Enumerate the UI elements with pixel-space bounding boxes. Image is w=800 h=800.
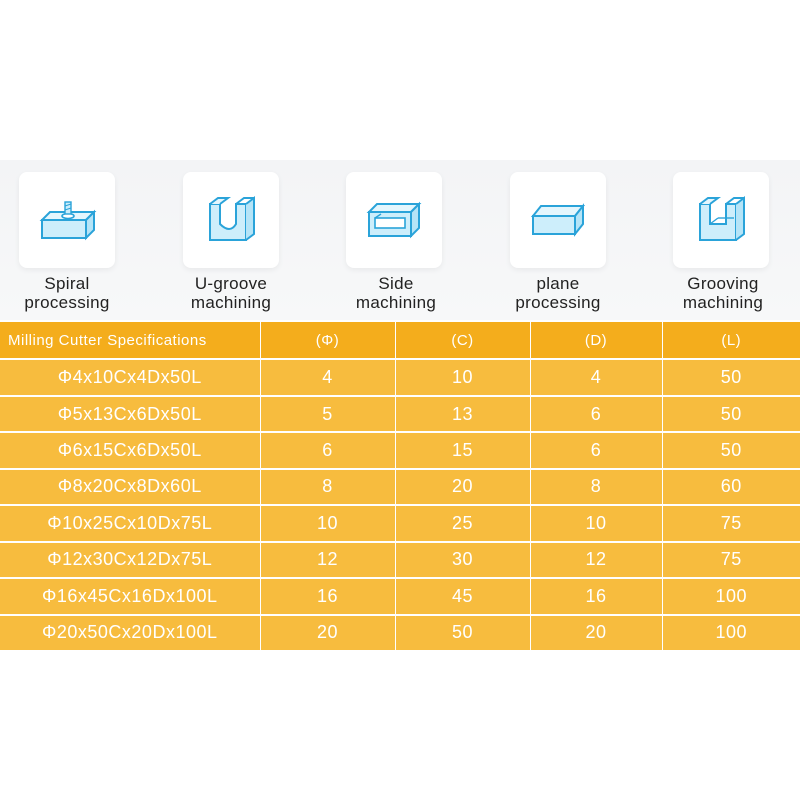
plane-processing-card bbox=[510, 172, 606, 268]
table-row bbox=[0, 432, 800, 468]
cell-spec: Φ5x13Cx6Dx50L bbox=[0, 396, 260, 432]
cell-spec: Φ20x50Cx20Dx100L bbox=[0, 615, 260, 651]
plane-block-icon bbox=[527, 194, 589, 246]
process-label-spiral: Spiral processing bbox=[24, 274, 110, 312]
cell-spec: Φ8x20Cx8Dx60L bbox=[0, 469, 260, 505]
cell-phi: 8 bbox=[260, 469, 395, 505]
cell-phi: 20 bbox=[260, 615, 395, 651]
cell-d: 4 bbox=[530, 359, 662, 395]
cell-l: 100 bbox=[662, 578, 800, 614]
u-groove-machining-card bbox=[183, 172, 279, 268]
table-row bbox=[0, 542, 800, 578]
header-c: (C) bbox=[395, 322, 530, 359]
cell-spec: Φ10x25Cx10Dx75L bbox=[0, 505, 260, 541]
cell-l: 75 bbox=[662, 505, 800, 541]
cell-c: 25 bbox=[395, 505, 530, 541]
cell-l: 50 bbox=[662, 396, 800, 432]
spiral-block-icon bbox=[36, 194, 98, 246]
cell-c: 50 bbox=[395, 615, 530, 651]
groove-block-icon bbox=[690, 194, 752, 246]
table-row bbox=[0, 505, 800, 541]
cell-spec: Φ12x30Cx12Dx75L bbox=[0, 542, 260, 578]
side-machining-card bbox=[346, 172, 442, 268]
process-label-u-groove: U-groove machining bbox=[190, 274, 272, 312]
header-spec: Milling Cutter Specifications bbox=[0, 322, 260, 359]
milling-cutter-spec-table bbox=[0, 322, 800, 652]
spiral-processing-card bbox=[19, 172, 115, 268]
table-row bbox=[0, 359, 800, 395]
cell-phi: 12 bbox=[260, 542, 395, 578]
cell-l: 50 bbox=[662, 359, 800, 395]
process-label-side: Side machining bbox=[355, 274, 437, 312]
cell-phi: 10 bbox=[260, 505, 395, 541]
cell-d: 20 bbox=[530, 615, 662, 651]
grooving-machining-card bbox=[673, 172, 769, 268]
header-l: (L) bbox=[662, 322, 800, 359]
cell-c: 45 bbox=[395, 578, 530, 614]
cell-l: 60 bbox=[662, 469, 800, 505]
cell-c: 20 bbox=[395, 469, 530, 505]
cell-phi: 6 bbox=[260, 432, 395, 468]
cell-phi: 5 bbox=[260, 396, 395, 432]
cell-l: 50 bbox=[662, 432, 800, 468]
cell-spec: Φ4x10Cx4Dx50L bbox=[0, 359, 260, 395]
table-header-row bbox=[0, 322, 800, 359]
process-icons-row bbox=[0, 172, 800, 317]
cell-d: 6 bbox=[530, 396, 662, 432]
cell-spec: Φ6x15Cx6Dx50L bbox=[0, 432, 260, 468]
header-phi: (Φ) bbox=[260, 322, 395, 359]
cell-d: 16 bbox=[530, 578, 662, 614]
cell-d: 6 bbox=[530, 432, 662, 468]
cell-phi: 4 bbox=[260, 359, 395, 395]
cell-c: 30 bbox=[395, 542, 530, 578]
header-d: (D) bbox=[530, 322, 662, 359]
cell-spec: Φ16x45Cx16Dx100L bbox=[0, 578, 260, 614]
cell-d: 10 bbox=[530, 505, 662, 541]
cell-d: 8 bbox=[530, 469, 662, 505]
cell-c: 13 bbox=[395, 396, 530, 432]
table-row bbox=[0, 396, 800, 432]
cell-d: 12 bbox=[530, 542, 662, 578]
side-slot-block-icon bbox=[363, 194, 425, 246]
table-row bbox=[0, 615, 800, 651]
cell-c: 15 bbox=[395, 432, 530, 468]
cell-c: 10 bbox=[395, 359, 530, 395]
process-label-grooving: Grooving machining bbox=[682, 274, 764, 312]
cell-phi: 16 bbox=[260, 578, 395, 614]
u-groove-block-icon bbox=[200, 194, 262, 246]
table-row bbox=[0, 469, 800, 505]
cell-l: 100 bbox=[662, 615, 800, 651]
table-row bbox=[0, 578, 800, 614]
cell-l: 75 bbox=[662, 542, 800, 578]
process-label-plane: plane processing bbox=[515, 274, 601, 312]
